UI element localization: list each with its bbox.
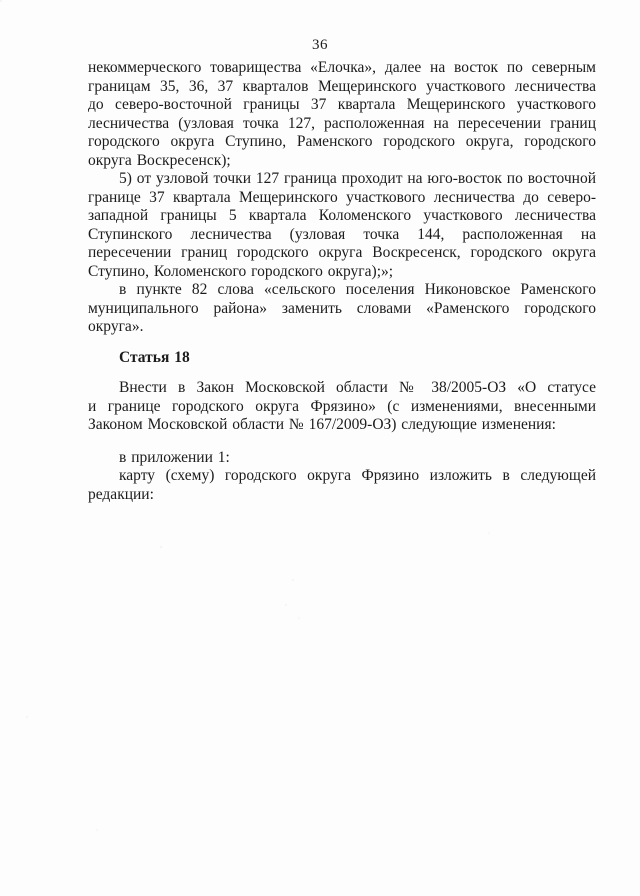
paragraph-point-82: в пункте 82 слова «сельского поселения Никоновское Раменского муниципального района» заменить словами «Раменского городского округа». <box>88 281 596 335</box>
paragraph-law-intro: Внести в Закон Московской области № 38/2005-ОЗ «О статусе и границе городского округа Фрязино» (с изменениями, внесенными Законом Московской области № 167/2009-ОЗ) следующие изменения: <box>88 379 596 433</box>
article-18-heading: Статья 18 <box>119 348 190 366</box>
document-body <box>88 59 596 504</box>
paragraph-continuation: некоммерческого товарищества «Елочка», далее на восток по северным границам 35, 36, 37 кварталов Мещеринского участкового лесничества до северо-восточной границы 37 квартала Мещеринского участкового лесничества (узловая точка 127, расположенная на пересечении границ городского округа Ступино, Раменского городского округа, городского округа Воскресенск); <box>88 59 596 169</box>
page-number: 36 <box>312 37 328 53</box>
paragraph-annex-1: в приложении 1: <box>119 448 230 466</box>
paragraph-subitem-5: 5) от узловой точки 127 граница проходит на юго-восток по восточной границе 37 квартала Мещеринского участкового лесничества до северо-западной границы 5 квартала Коломенского участкового лесничества Ступинского лесничества (узловая точка 144, расположенная на пересечении границ городского округа Воскресенск, городского округа Ступино, Коломенского городского округа);»; <box>88 170 597 280</box>
paragraph-map-edition: карту (схему) городского округа Фрязино изложить в следующей редакции: <box>88 467 596 503</box>
scan-noise-speck <box>0 0 2 2</box>
